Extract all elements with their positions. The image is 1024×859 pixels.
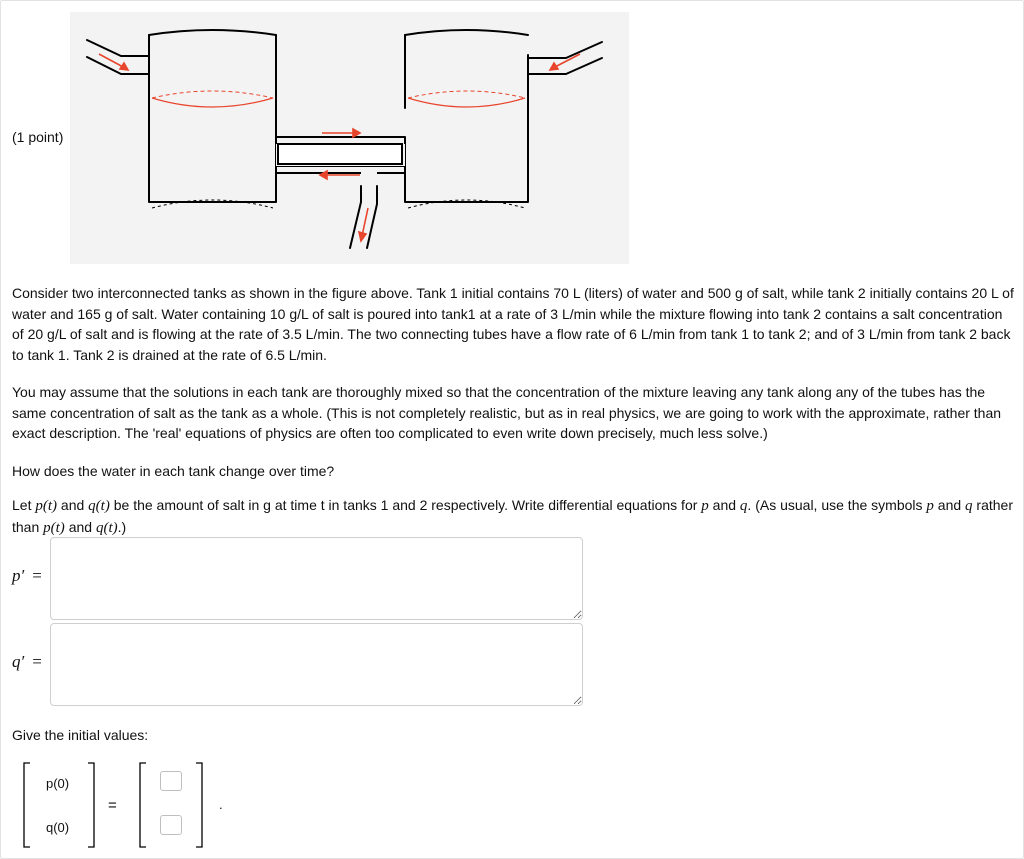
p0-label: p(0) [46,776,70,791]
right-bracket-close [196,763,202,847]
tank-1-top [149,30,276,35]
math-p: p [701,498,709,514]
tank-1-outline [149,55,528,202]
arrow-inlet-1-head [120,63,128,70]
left-bracket-close [88,763,94,847]
q0-input[interactable] [160,815,182,835]
tank-1-level-back [152,91,273,98]
text-fragment: rather than [12,497,1013,535]
problem-intro: Consider two interconnected tanks as shown in the figure above. Tank 1 initial contains 70 L (liters) of water and 500 g of salt, while tank 2 initially contains 20 L of water and 165 g of salt. Water containing 10 g/L of salt is poured into tank1 at a rate of 3 L/min while the mixture flowing into tank 2 contains a salt concentration of 20 g/L of salt and is flowing at the rate of 3.5 L/min. The two connecting tubes have a flow rate of 6 L/min from tank 1 to tank 2; and of 3 L/min from tank 2 back to tank 1. Tank 2 is drained at the rate of 6.5 L/min. [12,285,1014,363]
q-prime-label [12,652,42,672]
problem-assumption: You may assume that the solutions in each tank are thoroughly mixed so that the concentration of the mixture leaving any tank along any of the tubes has the same concentration of salt as the tank as a whole. (This is not completely realistic, but as in real physics, we are going to work with the approximate, rather than exact description. The 'real' equations of physics are often too complicated to even write down precisely, much less solve.) [12,384,1002,441]
math-q-of-t: q(t) [88,498,110,514]
initial-values-label: Give the initial values: [12,727,149,743]
math-p-of-t: p(t) [43,519,65,536]
text-fragment: and [64,518,96,535]
text-fragment: and [708,497,740,513]
inlet-pipe-2-top [528,42,602,58]
arrow-inlet-2-head [550,63,558,70]
q-prime-answer-field[interactable] [50,623,583,706]
left-matrix-brackets [22,761,102,849]
tank-2-level-front [408,98,525,107]
tank-2-level-back [408,91,525,98]
math-q: q [739,498,748,514]
text-fragment: be the amount of salt in g at time t in tanks 1 and 2 respectively. Write differential equations for [109,497,702,513]
text-fragment: .) [117,518,127,535]
tanks-diagram [70,12,629,264]
point-value: (1 point) [12,129,64,145]
p-prime-symbol: p′ [12,566,25,585]
math-p: p [926,498,934,514]
arrow-right-top-head [353,129,360,137]
math-q: q [965,498,973,514]
inlet-pipe-2-bottom [528,58,602,74]
inlet-pipe-1-bottom [87,57,149,74]
left-bracket-open [24,763,30,847]
arrow-inlet-2 [553,54,580,68]
arrow-drain [362,208,368,236]
right-bracket-open [140,763,146,847]
math-p-of-t: p(t) [35,498,58,514]
q0-label: q(0) [46,820,70,835]
period: . [219,797,223,812]
text-fragment: and [57,497,89,513]
p-prime-answer-field[interactable] [50,537,583,620]
drain-pipe-left [350,186,361,248]
problem-question: How does the water in each tank change over time? [12,463,335,479]
p0-input[interactable] [160,771,182,791]
problem-instructions [12,495,1016,538]
matrix-equals-sign: = [108,797,117,814]
connector-tube-body [278,144,402,164]
text-fragment: and [933,497,966,513]
text-fragment: Let [12,497,36,513]
arrow-drain-head [359,232,366,241]
equals-sign: = [32,566,42,585]
tank-1-level-front [152,98,273,107]
tanks-figure [70,12,629,264]
math-q-of-t: q(t) [95,519,118,536]
equals-sign: = [32,652,42,671]
q-prime-symbol: q′ [12,652,25,671]
tank-2-top [405,30,528,35]
text-fragment: . (As usual, use the symbols [747,497,927,513]
inlet-pipe-1-top [87,40,149,56]
drain-pipe-right [367,186,377,248]
p-prime-label [12,566,42,586]
